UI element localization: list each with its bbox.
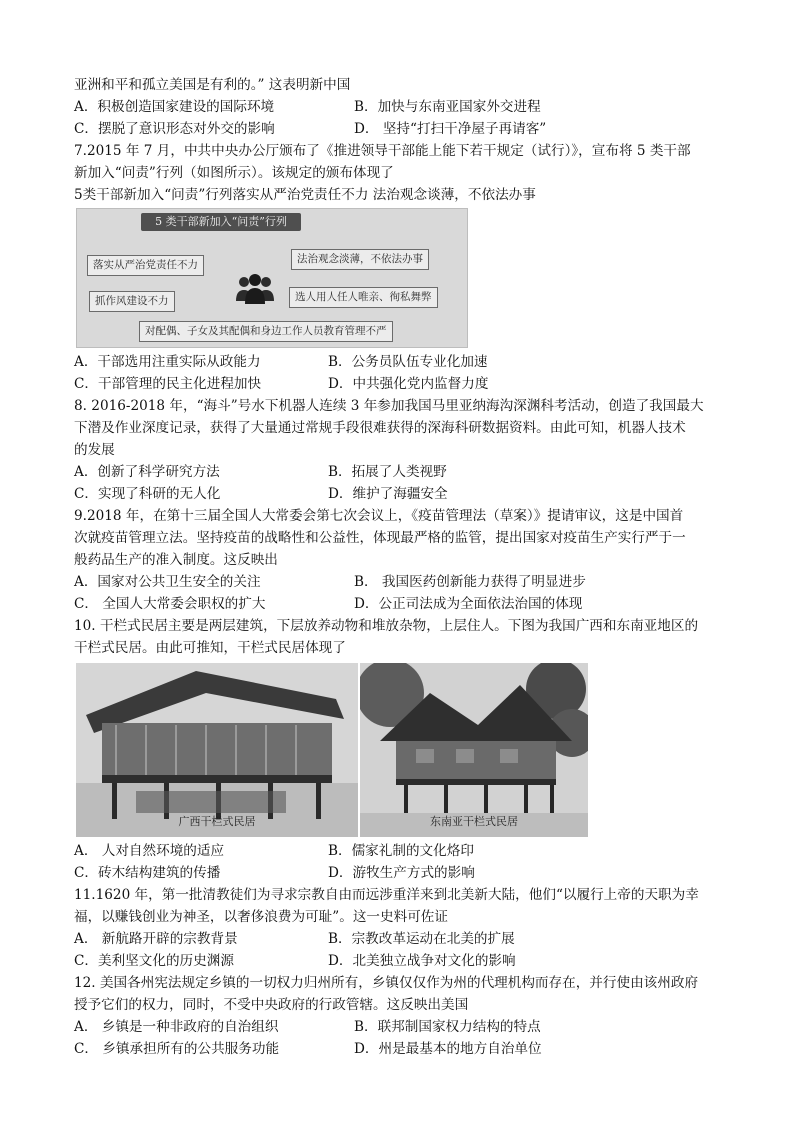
southeast-asia-stilt-house-photo <box>360 663 588 837</box>
q7-stem-line-1: 7.2015 年 7 月，中共中央办公厅颁布了《推进领导干部能上能下若干规定（试行）》，宣布将 5 类干部 <box>74 143 691 159</box>
q8-option-d[interactable]: D．维护了海疆安全 <box>328 486 448 502</box>
q9-option-c[interactable]: C． 全国人大常委会职权的扩大 <box>74 596 266 612</box>
q7-figure-box-4: 选人用人任人唯亲、徇私舞弊 <box>289 287 438 308</box>
q10-option-a[interactable]: A． 人对自然环境的适应 <box>74 843 225 859</box>
q12-option-d[interactable]: D．州是最基本的地方自治单位 <box>354 1041 542 1057</box>
q11-stem-line-2: 福，以赚钱创业为神圣，以奢侈浪费为可耻”。这一史料可佐证 <box>74 909 448 925</box>
q10-option-d[interactable]: D．游牧生产方式的影响 <box>328 865 475 881</box>
q12-option-c[interactable]: C． 乡镇承担所有的公共服务功能 <box>74 1041 280 1057</box>
q10-photos <box>76 663 588 837</box>
q8-option-c[interactable]: C．实现了科研的无人化 <box>74 486 221 502</box>
q7-figure-note: 5类干部新加入“问责”行列落实从严治党责任不力 法治观念谈薄，不依法办事 <box>74 187 536 203</box>
q7-options <box>74 351 724 395</box>
guangxi-stilt-house-photo <box>76 663 358 837</box>
exam-page <box>74 74 724 1060</box>
q11-option-a[interactable]: A． 新航路开辟的宗教背景 <box>74 931 238 947</box>
q10-options <box>74 840 724 884</box>
guangxi-photo-caption: 广西干栏式民居 <box>178 815 256 828</box>
q9-stem-line-3: 般药品生产的准入制度。这反映出 <box>74 552 278 568</box>
q11-option-d[interactable]: D．北美独立战争对文化的影响 <box>328 953 516 969</box>
q7-figure <box>76 208 468 348</box>
q11-options <box>74 928 724 972</box>
q7-figure-box-3: 抓作风建设不力 <box>89 291 175 312</box>
q7-figure-box-1: 落实从严治党责任不力 <box>87 255 204 276</box>
q12-options <box>74 1016 724 1060</box>
q8-option-b[interactable]: B．拓展了人类视野 <box>328 464 447 480</box>
q11-option-c[interactable]: C．美利坚文化的历史渊源 <box>74 953 234 969</box>
q10-stem-line-1: 10. 干栏式民居主要是两层建筑，下层放养动物和堆放杂物，上层住人。下图为我国广西和东南亚地区的 <box>74 618 699 634</box>
q12-option-a[interactable]: A． 乡镇是一种非政府的自治组织 <box>74 1019 279 1035</box>
q12-option-b[interactable]: B．联邦制国家权力结构的特点 <box>354 1019 541 1035</box>
q9-option-a[interactable]: A．国家对公共卫生安全的关注 <box>74 574 261 590</box>
people-group-icon <box>233 273 277 305</box>
q8-stem-line-1: 8. 2016-2018 年，“海斗”号水下机器人连续 3 年参加我国马里亚纳海沟深渊科考活动，创造了我国最大 <box>74 398 704 414</box>
q7-option-a[interactable]: A．干部选用注重实际从政能力 <box>74 354 261 370</box>
q7-figure-box-5: 对配偶、子女及其配偶和身边工作人员教育管理不严 <box>139 321 393 342</box>
q8-stem-line-2: 下潜及作业深度记录，获得了大量通过常规手段很难获得的深海科研数据资料。由此可知，机器人技术 <box>74 420 686 436</box>
q9-stem-line-2: 次就疫苗管理立法。坚持疫苗的战略性和公益性，体现最严格的监管，提出国家对疫苗生产实行严于一 <box>74 530 686 546</box>
q10-option-c[interactable]: C．砖木结构建筑的传播 <box>74 865 221 881</box>
q8-stem-line-3: 的发展 <box>74 442 115 458</box>
q7-option-d[interactable]: D．中共强化党内监督力度 <box>328 376 489 392</box>
q9-option-b[interactable]: B． 我国医药创新能力获得了明显进步 <box>354 574 586 590</box>
q6-option-d[interactable]: D． 坚持“打扫干净屋子再请客” <box>354 121 547 137</box>
q7-stem-line-2: 新加入“问责”行列（如图所示）。该规定的颁布体现了 <box>74 165 394 181</box>
q6-option-c[interactable]: C．摆脱了意识形态对外交的影响 <box>74 121 275 137</box>
q12-stem-line-2: 授予它们的权力，同时，不受中央政府的行政管辖。这反映出美国 <box>74 997 469 1013</box>
q9-options <box>74 571 724 615</box>
q10-option-b[interactable]: B．儒家礼制的文化烙印 <box>328 843 474 859</box>
q11-option-b[interactable]: B．宗教改革运动在北美的扩展 <box>328 931 515 947</box>
q9-option-d[interactable]: D．公正司法成为全面依法治国的体现 <box>354 596 583 612</box>
q6-stem-end: 亚洲和平和孤立美国是有利的。” 这表明新中国 <box>74 77 351 93</box>
q8-option-a[interactable]: A．创新了科学研究方法 <box>74 464 220 480</box>
q7-figure-banner: 5 类干部新加入“问责”行列 <box>141 213 301 231</box>
q6-option-b[interactable]: B．加快与东南亚国家外交进程 <box>354 99 541 115</box>
southeast-asia-photo-caption: 东南亚干栏式民居 <box>430 815 518 828</box>
q7-figure-box-2: 法治观念淡薄，不依法办事 <box>291 249 429 270</box>
q6-option-a[interactable]: A．积极创造国家建设的国际环境 <box>74 99 275 115</box>
q6-options <box>74 96 724 140</box>
q9-stem-line-1: 9.2018 年，在第十三届全国人大常委会第七次会议上，《疫苗管理法（草案）》提请审议，这是中国首 <box>74 508 684 524</box>
q8-options <box>74 461 724 505</box>
q11-stem-line-1: 11.1620 年，第一批清教徒们为寻求宗教自由而远涉重洋来到北美新大陆，他们“以履行上帝的天职为幸 <box>74 887 699 903</box>
q12-stem-line-1: 12. 美国各州宪法规定乡镇的一切权力归州所有，乡镇仅仅作为州的代理机构而存在，并行使由该州政府 <box>74 975 699 991</box>
q7-option-c[interactable]: C．干部管理的民主化进程加快 <box>74 376 262 392</box>
q7-option-b[interactable]: B．公务员队伍专业化加速 <box>328 354 488 370</box>
q10-stem-line-2: 干栏式民居。由此可推知，干栏式民居体现了 <box>74 640 346 656</box>
